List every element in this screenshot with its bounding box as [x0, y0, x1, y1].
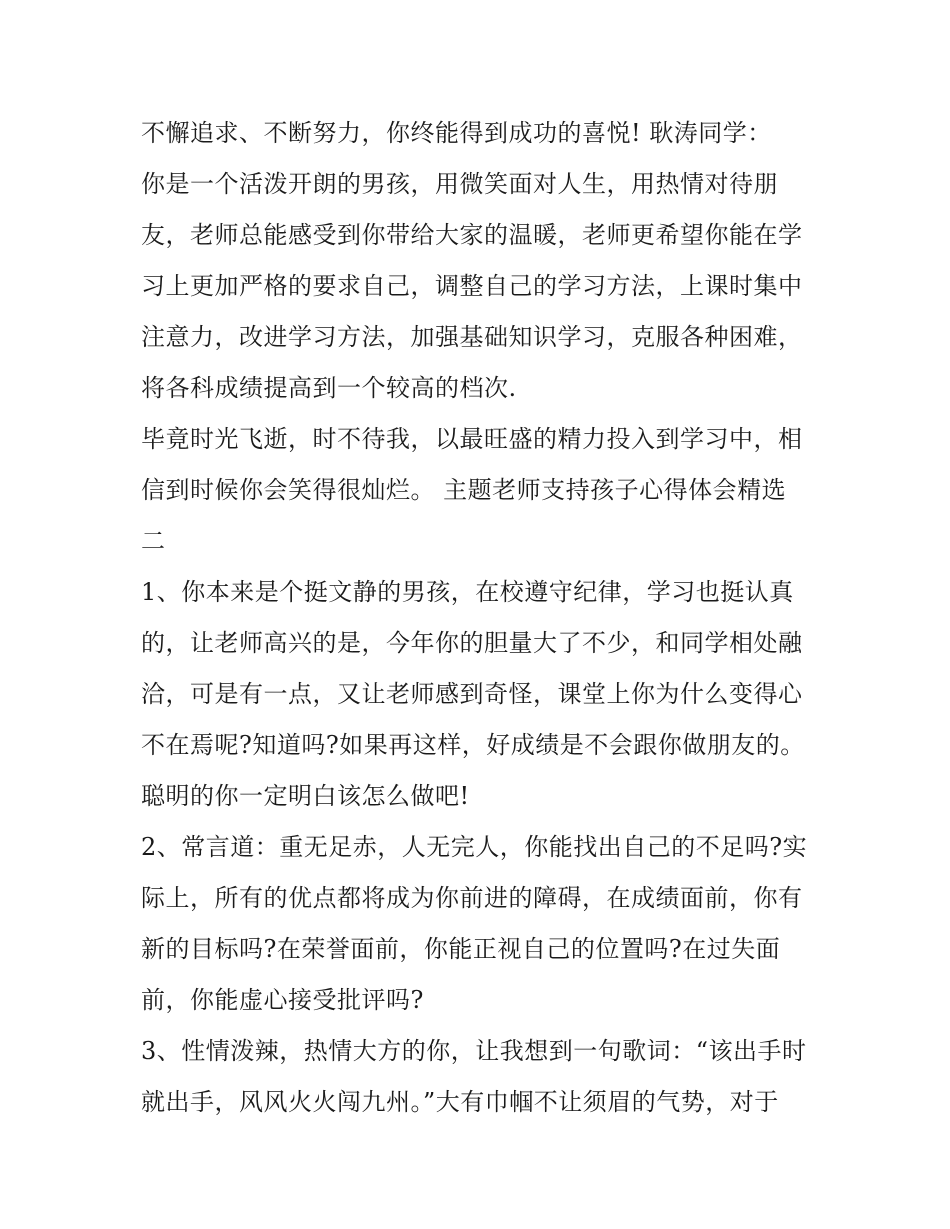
text-line: 不在焉呢?知道吗?如果再这样，好成绩是不会跟你做朋友的。 — [141, 731, 805, 759]
text-line: 前，你能虚心接受批评吗? — [141, 986, 424, 1014]
text-line: 友，老师总能感受到你带给大家的温暖，老师更希望你能在学 — [141, 221, 803, 249]
text-line: 际上，所有的优点都将成为你前进的障碍，在成绩面前，你有 — [141, 884, 803, 912]
document-body — [141, 108, 831, 1128]
text-line: 不懈追求、不断努力，你终能得到成功的喜悦! 耿涛同学： — [141, 119, 772, 147]
text-line: 新的目标吗?在荣誉面前，你能正视自己的位置吗?在过失面 — [141, 935, 781, 963]
text-line: 你是一个活泼开朗的男孩，用微笑面对人生，用热情对待朋 — [141, 170, 778, 198]
text-line: 信到时候你会笑得很灿烂。 主题老师支持孩子心得体会精选 — [141, 476, 787, 504]
text-line: 1、你本来是个挺文静的男孩，在校遵守纪律，学习也挺认真 — [141, 578, 794, 606]
text-line: 注意力，改进学习方法，加强基础知识学习，克服各种困难， — [141, 323, 803, 351]
text-line: 毕竟时光飞逝，时不待我，以最旺盛的精力投入到学习中，相 — [141, 425, 803, 453]
text-line: 聪明的你一定明白该怎么做吧! — [141, 782, 470, 810]
text-line: 习上更加严格的要求自己，调整自己的学习方法，上课时集中 — [141, 272, 803, 300]
text-line: 将各科成绩提高到一个较高的档次. — [141, 374, 517, 402]
text-line: 2、常言道：重无足赤，人无完人，你能找出自己的不足吗?实 — [141, 833, 808, 861]
text-line: 就出手，风风火火闯九州。”大有巾帼不让须眉的气势，对于 — [141, 1088, 779, 1116]
text-line: 3、性情泼辣，热情大方的你，让我想到一句歌词：“该出手时 — [141, 1037, 807, 1065]
text-line: 二 — [141, 527, 166, 555]
text-line: 洽，可是有一点，又让老师感到奇怪，课堂上你为什么变得心 — [141, 680, 803, 708]
text-line: 的，让老师高兴的是，今年你的胆量大了不少，和同学相处融 — [141, 629, 803, 657]
